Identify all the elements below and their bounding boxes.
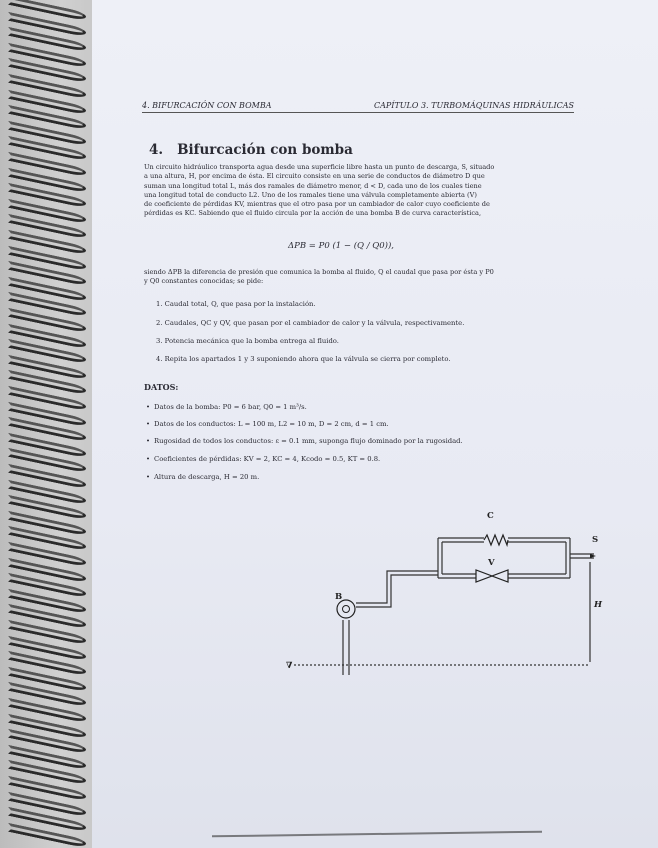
question-item: 1. Caudal total, Q, que pasa por la instalación.	[156, 300, 316, 308]
datos-item: • Datos de la bomba: P0 = 6 bar, Q0 = 1 m³/s.	[154, 403, 307, 411]
pump-impeller-icon	[343, 606, 350, 613]
water-level-icon: ∇	[286, 661, 293, 671]
text-line: de coeficiente de pérdidas KV, mientras que el otro pasa por un cambiador de calor cuyo coeficiente de	[144, 200, 490, 209]
page-bottom-edge	[212, 831, 542, 838]
heat-exchanger-resistor-icon	[484, 535, 508, 545]
section-heading	[149, 142, 353, 158]
question-item: 4. Repita los apartados 1 y 3 suponiendo ahora que la válvula se cierra por completo.	[156, 355, 451, 363]
section-number: 4.	[149, 142, 164, 158]
text-line: Un circuito hidráulico transporta agua desde una superficie libre hasta un punto de descarga, S, situado	[144, 163, 495, 171]
text-line: pérdidas es KC. Sabiendo que el fluido circula por la acción de una bomba B de curva característica,	[144, 209, 482, 218]
circuit-diagram	[186, 490, 603, 690]
main-pipe-inner	[356, 571, 438, 603]
datos-item: • Rugosidad de todos los conductos: ε = 0.1 mm, suponga flujo dominado por la rugosidad.	[154, 437, 463, 445]
text-line: siendo ΔPB la diferencia de presión que comunica la bomba al fluido, Q el caudal que pasa por ésta y P0	[144, 268, 494, 276]
main-pipe-outer	[356, 575, 438, 607]
valve-icon	[476, 570, 508, 582]
spiral-binding	[0, 0, 96, 848]
text-line: suman una longitud total L, más dos ramales de diámetro menor, d < D, cada uno de los cuales tiene	[144, 181, 482, 190]
text-line: y Q0 constantes conocidas; se pide:	[144, 277, 264, 286]
intro-paragraph	[144, 163, 574, 219]
label-C: C	[487, 511, 494, 521]
question-item: 2. Caudales, QC y QV, que pasan por el cambiador de calor y la válvula, respectivamente.	[156, 319, 465, 327]
text-line: a una altura, H, por encima de ésta. El circuito consiste en una serie de conductos de diámetro D que	[144, 172, 485, 181]
header-left: 4. BIFURCACIÓN CON BOMBA	[142, 101, 272, 110]
label-S: S	[592, 535, 599, 545]
book-page	[92, 0, 658, 848]
datos-item: • Altura de descarga, H = 20 m.	[154, 473, 259, 481]
label-V: V	[488, 558, 495, 568]
header-right: CAPÍTULO 3. TURBOMÁQUINAS HIDRÁULICAS	[374, 101, 574, 110]
label-B: B	[335, 592, 343, 602]
section-title: Bifurcación con bomba	[177, 142, 353, 158]
datos-item: • Coeficientes de pérdidas: KV = 2, KC = 4, Kcodo = 0.5, KT = 0.8.	[154, 455, 380, 463]
datos-item: • Datos de los conductos: L = 100 m, L2 = 10 m, D = 2 cm, d = 1 cm.	[154, 420, 389, 428]
after-formula-paragraph	[144, 268, 574, 287]
pump-icon	[337, 600, 355, 618]
running-header	[142, 101, 574, 113]
text-line: una longitud total de conducto L2. Uno de los ramales tiene una válvula completamente abierta (V)	[144, 190, 477, 199]
suction-pipe	[343, 620, 349, 675]
pump-curve-formula: ΔPB = P0 (1 − (Q / Q0)),	[288, 241, 394, 251]
question-item: 3. Potencia mecánica que la bomba entrega al fluido.	[156, 337, 339, 345]
datos-heading: DATOS:	[144, 382, 179, 392]
label-H: H	[594, 600, 603, 610]
